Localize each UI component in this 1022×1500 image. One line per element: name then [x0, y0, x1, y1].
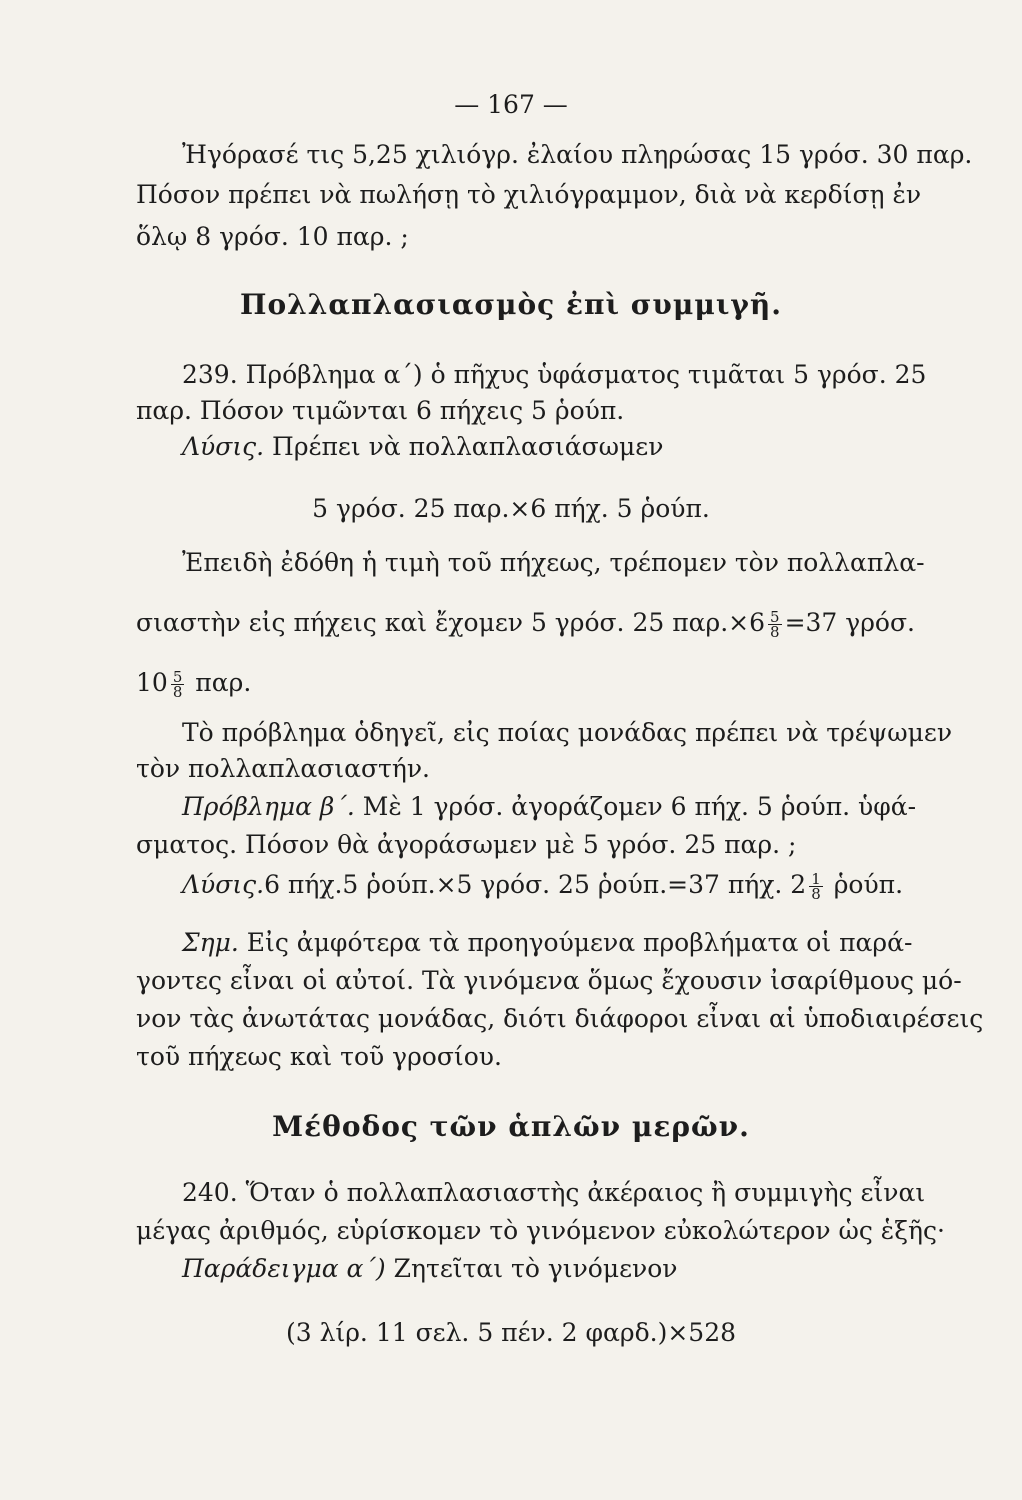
note-line-3: νον τὰς ἀνωτάτας μονάδας, διότι διάφοροι εἶναι αἱ ὑποδιαιρέσεις [136, 1004, 984, 1033]
section-heading-mixed-multiplication: Πολλαπλασιασμὸς ἐπὶ συμμιγῆ. [240, 288, 782, 321]
example-text: Ζητεῖται τὸ γινόμενον [385, 1254, 678, 1283]
line-4-start: σιαστὴν εἰς πήχεις καὶ ἔχομεν 5 γρόσ. 25 παρ.×6 [136, 608, 766, 637]
fraction-denominator: 8 [811, 885, 821, 903]
paragraph-240-formula: (3 λίρ. 11 σελ. 5 πέν. 2 φαρδ.)×528 [285, 1318, 737, 1347]
page-number: — 167 — [454, 90, 568, 119]
paragraph-240-line-2: μέγας ἀριθμός, εὑρίσκομεν τὸ γινόμενον εὐκολώτερον ὡς ἑξῆς· [136, 1216, 945, 1245]
problem-b-solution [136, 870, 982, 901]
fraction-numerator: 5 [172, 668, 183, 686]
problem-239-solution [136, 432, 982, 462]
problem-239-line-4 [136, 608, 936, 639]
intro-line-1: Ἠγόρασέ τις 5,25 χιλιόγρ. ἐλαίου πληρώσας 15 γρόσ. 30 παρ. [182, 140, 973, 169]
problem-239-line-3: Ἐπειδὴ ἐδόθη ἡ τιμὴ τοῦ πήχεως, τρέπομεν τὸν πολλαπλα- [182, 548, 925, 577]
problem-239-formula: 5 γρόσ. 25 παρ.×6 πήχ. 5 ῥούπ. [312, 494, 710, 523]
intro-line-2: Πόσον πρέπει νὰ πωλήσῃ τὸ χιλιόγραμμον, διὰ νὰ κερδίσῃ ἐν [136, 180, 922, 209]
fraction [809, 872, 823, 901]
line-4-end: =37 γρόσ. [784, 608, 915, 637]
problem-b-line-2: σματος. Πόσον θὰ ἀγοράσωμεν μὲ 5 γρόσ. 25 παρ. ; [136, 830, 797, 859]
example-label: Παράδειγμα α΄) [182, 1254, 386, 1283]
problem-239-line-7: τὸν πολλαπλασιαστήν. [136, 754, 431, 783]
problem-b-label: Πρόβλημα β΄. [182, 792, 355, 821]
problem-239-line-1: 239. Πρόβλημα α΄) ὁ πῆχυς ὑφάσματος τιμᾶται 5 γρόσ. 25 [182, 360, 927, 389]
problem-b-text: Μὲ 1 γρόσ. ἀγοράζομεν 6 πήχ. 5 ῥούπ. ὑφά- [354, 792, 917, 821]
solution-text: Πρέπει νὰ πολλαπλασιάσωμεν [264, 432, 664, 461]
solution-label: Λύσις. [182, 432, 265, 461]
fraction-denominator: 8 [770, 623, 780, 641]
problem-b-line-1 [136, 792, 982, 822]
note-label: Σημ. [182, 928, 239, 957]
fraction-denominator: 8 [172, 683, 183, 701]
problem-239-line-2: παρ. Πόσον τιμῶνται 6 πήχεις 5 ῥούπ. [136, 396, 625, 425]
solution-start: 6 πήχ.5 ῥούπ.×5 γρόσ. 25 ῥούπ.=37 πήχ. 2 [264, 870, 807, 899]
note-line-2: γοντες εἶναι οἱ αὐτοί. Τὰ γινόμενα ὅμως ἔχουσιν ἰσαρίθμους μό- [136, 966, 962, 995]
note-line-1 [136, 928, 982, 958]
note-line-4: τοῦ πήχεως καὶ τοῦ γροσίου. [136, 1042, 502, 1071]
intro-line-3: ὅλῳ 8 γρόσ. 10 παρ. ; [136, 222, 409, 251]
solution-label: Λύσις. [182, 870, 265, 899]
problem-239-line-6: Τὸ πρόβλημα ὁδηγεῖ, εἰς ποίας μονάδας πρέπει νὰ τρέψωμεν [182, 718, 953, 747]
section-heading-simple-parts: Μέθοδος τῶν ἁπλῶν μερῶν. [272, 1110, 750, 1143]
fraction [171, 670, 185, 699]
line-5-end: παρ. [187, 668, 252, 697]
fraction [768, 610, 782, 639]
paragraph-240-example [136, 1254, 982, 1284]
problem-239-line-5 [136, 668, 936, 699]
note-text: Εἰς ἀμφότερα τὰ προηγούμενα προβλήματα οἱ παρά- [238, 928, 913, 957]
fraction-numerator: 1 [811, 870, 821, 888]
line-5-start: 10 [136, 668, 168, 697]
paragraph-240-line-1: 240. Ὅταν ὁ πολλαπλασιαστὴς ἀκέραιος ἢ συμμιγὴς εἶναι [182, 1178, 926, 1207]
solution-end: ῥούπ. [825, 870, 904, 899]
fraction-numerator: 5 [770, 608, 780, 626]
